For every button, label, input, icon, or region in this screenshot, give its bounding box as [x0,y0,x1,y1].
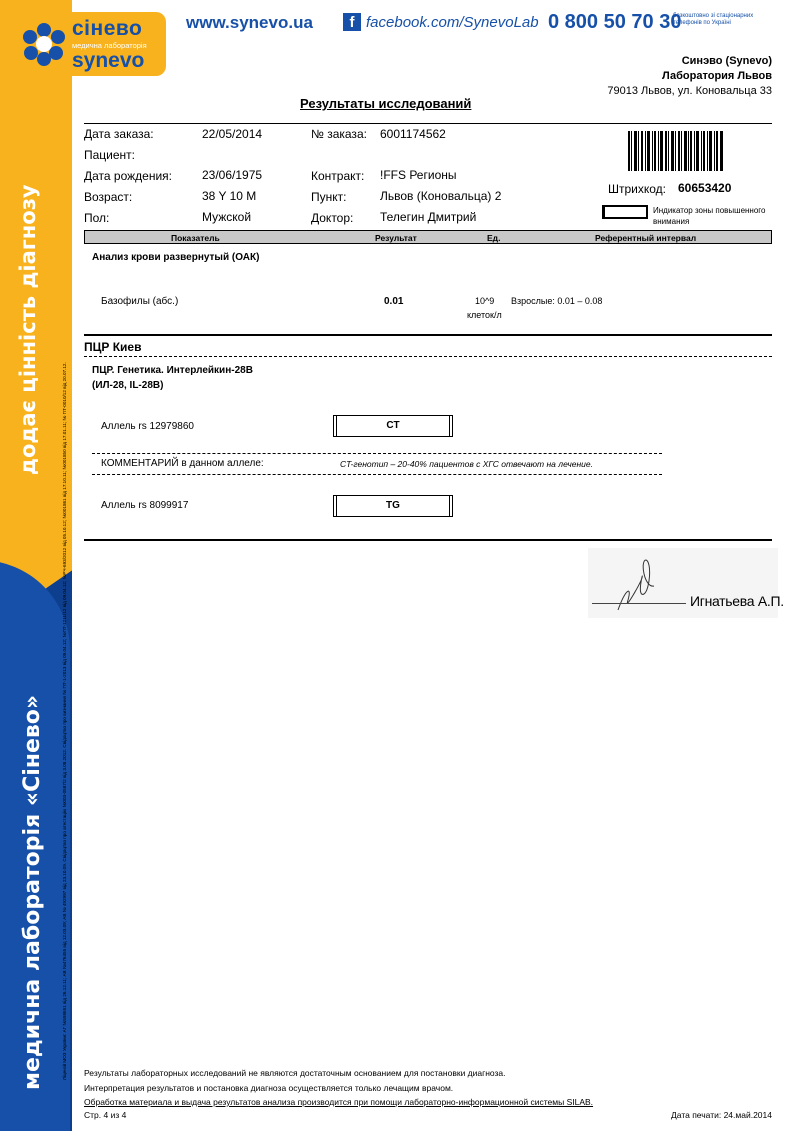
phone-note: безкоштовно зі стаціонарних телефонів по Україні [673,13,754,26]
logo-name-en: synevo [72,49,145,72]
order-date: 22/05/2014 [202,127,263,141]
allele2-value: TG [333,495,453,517]
website-link[interactable]: www.synevo.ua [186,13,313,32]
il28b-title-2: (ИЛ-28, IL-28B) [92,380,164,391]
patient-label: Пациент: [84,148,136,162]
order-date-label: Дата заказа: [84,127,154,141]
section-end-divider [84,539,772,541]
order-number: 6001174562 [380,127,446,141]
comment-divider-bottom [92,474,662,475]
allele1-value: CT [333,415,453,437]
age-value: 38 Y 10 M [202,189,257,203]
lab-branch: Лаборатория Львов [662,70,772,82]
side-title: медична лабораторія «Сінево» [20,694,45,1090]
section-divider [84,334,772,336]
flower-logo-icon [20,22,68,66]
phone-number: 0 800 50 70 30 [548,11,682,33]
basophils-name: Базофилы (абс.) [101,296,179,307]
il28b-title-1: ПЦР. Генетика. Интерлейкин-28B [92,365,253,376]
allele1-label: Аллель rs 12979860 [101,421,194,432]
order-number-label: № заказа: [311,127,367,141]
section-pcr-title: ПЦР Киев [84,340,142,354]
age-label: Возраст: [84,190,133,204]
facebook-icon: f [343,13,361,31]
attention-indicator-label: Индикатор зоны повышенного внимания [653,206,766,226]
doctor-value: Телегин Дмитрий [380,210,477,224]
attention-indicator-box [602,205,648,219]
barcode-label: Штрихкод: [608,182,667,196]
doctor-label: Доктор: [311,211,354,225]
footer-disclaimer-2: Интерпретация результатов и постановка диагноза осуществляется только лечащим врачом. [84,1083,454,1093]
signer-name: Игнатьева А.П. [690,593,784,609]
basophils-unit-2: клеток/л [467,310,502,320]
col-result: Результат [375,233,417,243]
brand-logo [14,12,166,76]
sex-label: Пол: [84,211,110,225]
lab-name: Синэво (Synevo) [681,55,772,67]
point-value: Львов (Коновальца) 2 [380,189,502,203]
page-title: Результаты исследований [300,96,472,111]
footer-disclaimer-3: Обработка материала и выдача результатов анализа производится при помощи лабораторно-информационной системы SILAB. [84,1097,594,1107]
lab-address: 79013 Львов, ул. Коновальца 33 [607,85,772,97]
col-reference: Референтный интервал [595,233,697,243]
section-cbc-title: Анализ крови развернутый (ОАК) [92,252,260,263]
allele2-label: Аллель rs 8099917 [101,500,189,511]
col-indicator: Показатель [171,233,220,243]
contract-label: Контракт: [311,169,365,183]
logo-subtitle: медична лабораторія [72,41,147,50]
barcode-image [628,131,723,171]
sex-value: Мужской [202,210,252,224]
contract-value: !FFS Регионы [380,168,457,182]
results-table-header [84,230,772,244]
facebook-link[interactable]: facebook.com/SynevoLab [366,14,539,31]
basophils-result: 0.01 [384,296,404,307]
section-divider-dashed [84,356,772,357]
comment-label: КОММЕНТАРИЙ в данном аллеле: [101,458,264,469]
page-number: Стр. 4 из 4 [84,1110,127,1120]
print-date: Дата печати: 24.май.2014 [671,1110,772,1120]
side-slogan: додає цінність діагнозу [16,184,40,475]
birth-label: Дата рождения: [84,169,172,183]
birth-date: 23/06/1975 [202,168,263,182]
signature-line [592,603,686,604]
point-label: Пункт: [311,190,347,204]
basophils-reference: Взрослые: 0.01 – 0.08 [511,296,603,306]
footer-disclaimer-1: Результаты лабораторных исследований не являются достаточным основанием для постановки диагноза. [84,1068,506,1078]
basophils-unit-1: 10^9 [475,296,495,306]
barcode-value: 60653420 [678,181,732,195]
divider [84,123,772,124]
comment-divider [92,453,662,454]
legal-license-text: Ліцензії МОЗ України: АГ №598651 від 26.12.11; АВ №476455 від 12.03.09; АВ № 492997 від 23.10.09. Свідоцтво про атестацію №003-0587/2 від 3.08.2012. Свідоцтво про визнання № ПТ-1-2013 від 09.04.12; №ПТ-1211/12 від 09.04.12; №РЧ-693/2012 від 05.10.12; №001861 від 17.10.11; №001850 від 17.01.11; № ПТ-0010/12 від 20.07.12. [62,362,67,1080]
logo-name-ua: сінево [72,17,143,40]
comment-text: CT-генотип – 20-40% пациентов с ХГС отвечают на лечение. [340,459,593,469]
col-unit: Ед. [487,233,501,243]
